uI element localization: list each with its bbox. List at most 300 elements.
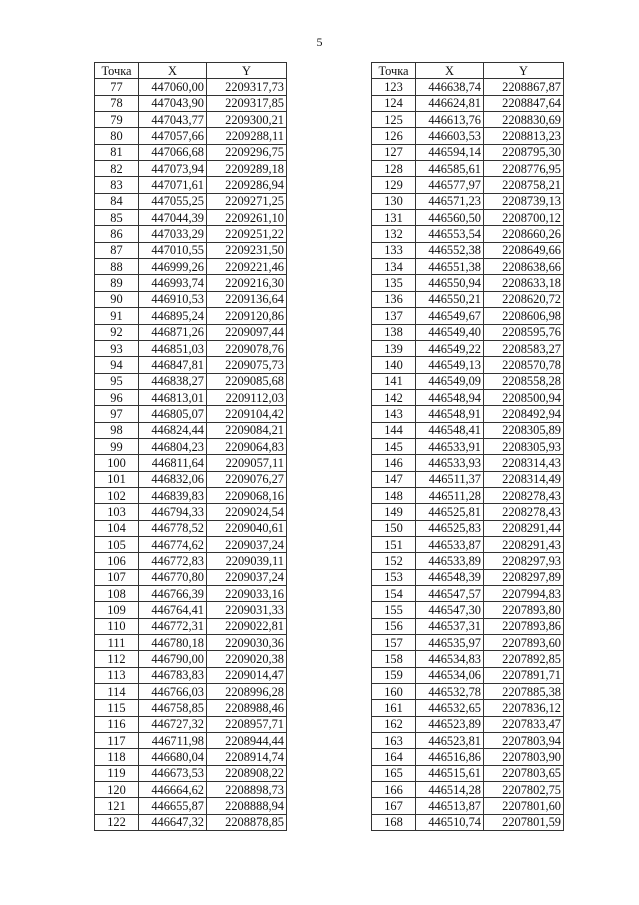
- y-coordinate-cell: 2209076,27: [207, 471, 287, 487]
- point-number-cell: 122: [95, 814, 139, 830]
- point-number-cell: 78: [95, 95, 139, 111]
- point-number-cell: 93: [95, 340, 139, 356]
- point-number-cell: 161: [372, 700, 416, 716]
- x-coordinate-cell: 446550,21: [416, 291, 484, 307]
- header-y: Y: [484, 63, 564, 79]
- point-number-cell: 151: [372, 536, 416, 552]
- point-number-cell: 132: [372, 226, 416, 242]
- y-coordinate-cell: 2209022,81: [207, 618, 287, 634]
- y-coordinate-cell: 2208700,12: [484, 210, 564, 226]
- x-coordinate-cell: 446547,30: [416, 602, 484, 618]
- y-coordinate-cell: 2207803,94: [484, 733, 564, 749]
- point-number-cell: 77: [95, 79, 139, 95]
- table-row: [95, 340, 287, 356]
- header-x: X: [416, 63, 484, 79]
- table-row: [372, 340, 564, 356]
- table-row: [95, 733, 287, 749]
- x-coordinate-cell: 446655,87: [139, 798, 207, 814]
- y-coordinate-cell: 2207893,86: [484, 618, 564, 634]
- table-row: [372, 193, 564, 209]
- y-coordinate-cell: 2209112,03: [207, 389, 287, 405]
- x-coordinate-cell: 446993,74: [139, 275, 207, 291]
- x-coordinate-cell: 446548,41: [416, 422, 484, 438]
- x-coordinate-cell: 446511,28: [416, 487, 484, 503]
- point-number-cell: 164: [372, 749, 416, 765]
- y-coordinate-cell: 2209039,11: [207, 553, 287, 569]
- y-coordinate-cell: 2209261,10: [207, 210, 287, 226]
- x-coordinate-cell: 446804,23: [139, 438, 207, 454]
- table-row: [95, 324, 287, 340]
- y-coordinate-cell: 2207893,60: [484, 635, 564, 651]
- x-coordinate-cell: 446647,32: [139, 814, 207, 830]
- y-coordinate-cell: 2209231,50: [207, 242, 287, 258]
- x-coordinate-cell: 447055,25: [139, 193, 207, 209]
- table-row: [95, 602, 287, 618]
- x-coordinate-cell: 446525,83: [416, 520, 484, 536]
- x-coordinate-cell: 446549,67: [416, 308, 484, 324]
- x-coordinate-cell: 446613,76: [416, 112, 484, 128]
- y-coordinate-cell: 2209014,47: [207, 667, 287, 683]
- x-coordinate-cell: 446547,57: [416, 586, 484, 602]
- x-coordinate-cell: 446548,39: [416, 569, 484, 585]
- y-coordinate-cell: 2208620,72: [484, 291, 564, 307]
- table-row: [372, 128, 564, 144]
- x-coordinate-cell: 446550,94: [416, 275, 484, 291]
- x-coordinate-cell: 446727,32: [139, 716, 207, 732]
- table-row: [95, 291, 287, 307]
- x-coordinate-cell: 446549,22: [416, 340, 484, 356]
- y-coordinate-cell: 2209078,76: [207, 340, 287, 356]
- y-coordinate-cell: 2209033,16: [207, 586, 287, 602]
- point-number-cell: 166: [372, 782, 416, 798]
- point-number-cell: 120: [95, 782, 139, 798]
- y-coordinate-cell: 2207994,83: [484, 586, 564, 602]
- x-coordinate-cell: 446794,33: [139, 504, 207, 520]
- header-point: Точка: [372, 63, 416, 79]
- point-number-cell: 138: [372, 324, 416, 340]
- y-coordinate-cell: 2208830,69: [484, 112, 564, 128]
- table-header-row: [95, 63, 287, 79]
- table-row: [372, 422, 564, 438]
- x-coordinate-cell: 447066,68: [139, 144, 207, 160]
- x-coordinate-cell: 446577,97: [416, 177, 484, 193]
- y-coordinate-cell: 2208606,98: [484, 308, 564, 324]
- point-number-cell: 102: [95, 487, 139, 503]
- table-row: [95, 95, 287, 111]
- x-coordinate-cell: 446838,27: [139, 373, 207, 389]
- x-coordinate-cell: 446999,26: [139, 259, 207, 275]
- table-row: [95, 504, 287, 520]
- point-number-cell: 109: [95, 602, 139, 618]
- table-row: [372, 684, 564, 700]
- header-x: X: [139, 63, 207, 79]
- point-number-cell: 146: [372, 455, 416, 471]
- x-coordinate-cell: 446511,37: [416, 471, 484, 487]
- x-coordinate-cell: 446534,83: [416, 651, 484, 667]
- point-number-cell: 131: [372, 210, 416, 226]
- y-coordinate-cell: 2208660,26: [484, 226, 564, 242]
- y-coordinate-cell: 2208500,94: [484, 389, 564, 405]
- table-row: [95, 667, 287, 683]
- table-row: [372, 357, 564, 373]
- point-number-cell: 98: [95, 422, 139, 438]
- table-row: [95, 749, 287, 765]
- point-number-cell: 90: [95, 291, 139, 307]
- y-coordinate-cell: 2209251,22: [207, 226, 287, 242]
- y-coordinate-cell: 2209064,83: [207, 438, 287, 454]
- y-coordinate-cell: 2208795,30: [484, 144, 564, 160]
- table-row: [95, 798, 287, 814]
- table-row: [95, 177, 287, 193]
- table-row: [95, 471, 287, 487]
- table-row: [95, 422, 287, 438]
- x-coordinate-cell: 446534,06: [416, 667, 484, 683]
- y-coordinate-cell: 2207836,12: [484, 700, 564, 716]
- table-row: [372, 814, 564, 830]
- y-coordinate-cell: 2208291,44: [484, 520, 564, 536]
- table-row: [372, 798, 564, 814]
- x-coordinate-cell: 446624,81: [416, 95, 484, 111]
- x-coordinate-cell: 446764,41: [139, 602, 207, 618]
- y-coordinate-cell: 2207802,75: [484, 782, 564, 798]
- x-coordinate-cell: 446638,74: [416, 79, 484, 95]
- x-coordinate-cell: 446774,62: [139, 536, 207, 552]
- point-number-cell: 83: [95, 177, 139, 193]
- point-number-cell: 149: [372, 504, 416, 520]
- y-coordinate-cell: 2208278,43: [484, 487, 564, 503]
- y-coordinate-cell: 2208314,43: [484, 455, 564, 471]
- y-coordinate-cell: 2208297,93: [484, 553, 564, 569]
- point-number-cell: 111: [95, 635, 139, 651]
- point-number-cell: 137: [372, 308, 416, 324]
- point-number-cell: 167: [372, 798, 416, 814]
- y-coordinate-cell: 2207885,38: [484, 684, 564, 700]
- point-number-cell: 121: [95, 798, 139, 814]
- y-coordinate-cell: 2208996,28: [207, 684, 287, 700]
- y-coordinate-cell: 2208570,78: [484, 357, 564, 373]
- x-coordinate-cell: 446585,61: [416, 161, 484, 177]
- x-coordinate-cell: 446560,50: [416, 210, 484, 226]
- y-coordinate-cell: 2209136,64: [207, 291, 287, 307]
- table-row: [95, 782, 287, 798]
- table-row: [372, 259, 564, 275]
- x-coordinate-cell: 446772,31: [139, 618, 207, 634]
- point-number-cell: 94: [95, 357, 139, 373]
- table-row: [372, 177, 564, 193]
- x-coordinate-cell: 446910,53: [139, 291, 207, 307]
- y-coordinate-cell: 2209020,38: [207, 651, 287, 667]
- x-coordinate-cell: 446532,65: [416, 700, 484, 716]
- x-coordinate-cell: 447073,94: [139, 161, 207, 177]
- y-coordinate-cell: 2208813,23: [484, 128, 564, 144]
- table-row: [372, 651, 564, 667]
- table-row: [95, 308, 287, 324]
- y-coordinate-cell: 2209300,21: [207, 112, 287, 128]
- y-coordinate-cell: 2208305,93: [484, 438, 564, 454]
- table-row: [95, 357, 287, 373]
- y-coordinate-cell: 2208867,87: [484, 79, 564, 95]
- x-coordinate-cell: 446783,83: [139, 667, 207, 683]
- y-coordinate-cell: 2208944,44: [207, 733, 287, 749]
- table-row: [372, 553, 564, 569]
- y-coordinate-cell: 2208638,66: [484, 259, 564, 275]
- point-number-cell: 95: [95, 373, 139, 389]
- point-number-cell: 157: [372, 635, 416, 651]
- point-number-cell: 89: [95, 275, 139, 291]
- table-row: [95, 242, 287, 258]
- table-row: [372, 602, 564, 618]
- y-coordinate-cell: 2209030,36: [207, 635, 287, 651]
- y-coordinate-cell: 2209271,25: [207, 193, 287, 209]
- point-number-cell: 92: [95, 324, 139, 340]
- point-number-cell: 124: [372, 95, 416, 111]
- x-coordinate-cell: 446535,97: [416, 635, 484, 651]
- x-coordinate-cell: 446551,38: [416, 259, 484, 275]
- point-number-cell: 129: [372, 177, 416, 193]
- x-coordinate-cell: 446778,52: [139, 520, 207, 536]
- point-number-cell: 107: [95, 569, 139, 585]
- table-row: [95, 684, 287, 700]
- point-number-cell: 96: [95, 389, 139, 405]
- x-coordinate-cell: 446549,13: [416, 357, 484, 373]
- y-coordinate-cell: 2209104,42: [207, 406, 287, 422]
- table-row: [372, 95, 564, 111]
- table-row: [95, 814, 287, 830]
- y-coordinate-cell: 2208847,64: [484, 95, 564, 111]
- y-coordinate-cell: 2209068,16: [207, 487, 287, 503]
- point-number-cell: 135: [372, 275, 416, 291]
- x-coordinate-cell: 446790,00: [139, 651, 207, 667]
- table-row: [95, 553, 287, 569]
- table-row: [372, 782, 564, 798]
- table-row: [372, 471, 564, 487]
- x-coordinate-cell: 446813,01: [139, 389, 207, 405]
- table-row: [372, 242, 564, 258]
- y-coordinate-cell: 2209031,33: [207, 602, 287, 618]
- table-row: [95, 275, 287, 291]
- x-coordinate-cell: 446758,85: [139, 700, 207, 716]
- y-coordinate-cell: 2209084,21: [207, 422, 287, 438]
- point-number-cell: 163: [372, 733, 416, 749]
- table-row: [95, 161, 287, 177]
- point-number-cell: 136: [372, 291, 416, 307]
- y-coordinate-cell: 2208595,76: [484, 324, 564, 340]
- y-coordinate-cell: 2208957,71: [207, 716, 287, 732]
- y-coordinate-cell: 2209037,24: [207, 569, 287, 585]
- y-coordinate-cell: 2208914,74: [207, 749, 287, 765]
- x-coordinate-cell: 447043,77: [139, 112, 207, 128]
- point-number-cell: 91: [95, 308, 139, 324]
- x-coordinate-cell: 446811,64: [139, 455, 207, 471]
- point-number-cell: 110: [95, 618, 139, 634]
- table-row: [95, 455, 287, 471]
- x-coordinate-cell: 447043,90: [139, 95, 207, 111]
- point-number-cell: 152: [372, 553, 416, 569]
- y-coordinate-cell: 2208649,66: [484, 242, 564, 258]
- point-number-cell: 87: [95, 242, 139, 258]
- x-coordinate-cell: 446537,31: [416, 618, 484, 634]
- table-row: [372, 667, 564, 683]
- x-coordinate-cell: 446824,44: [139, 422, 207, 438]
- y-coordinate-cell: 2208878,85: [207, 814, 287, 830]
- x-coordinate-cell: 446664,62: [139, 782, 207, 798]
- y-coordinate-cell: 2208908,22: [207, 765, 287, 781]
- point-number-cell: 113: [95, 667, 139, 683]
- table-row: [372, 389, 564, 405]
- x-coordinate-cell: 446770,80: [139, 569, 207, 585]
- header-y: Y: [207, 63, 287, 79]
- x-coordinate-cell: 446680,04: [139, 749, 207, 765]
- table-row: [372, 618, 564, 634]
- table-row: [95, 635, 287, 651]
- point-number-cell: 112: [95, 651, 139, 667]
- point-number-cell: 165: [372, 765, 416, 781]
- point-number-cell: 86: [95, 226, 139, 242]
- table-row: [95, 520, 287, 536]
- x-coordinate-cell: 446895,24: [139, 308, 207, 324]
- point-number-cell: 105: [95, 536, 139, 552]
- table-row: [95, 765, 287, 781]
- table-row: [372, 765, 564, 781]
- point-number-cell: 155: [372, 602, 416, 618]
- point-number-cell: 81: [95, 144, 139, 160]
- y-coordinate-cell: 2209097,44: [207, 324, 287, 340]
- table-row: [372, 291, 564, 307]
- x-coordinate-cell: 447044,39: [139, 210, 207, 226]
- x-coordinate-cell: 446516,86: [416, 749, 484, 765]
- x-coordinate-cell: 446871,26: [139, 324, 207, 340]
- point-number-cell: 154: [372, 586, 416, 602]
- table-row: [372, 275, 564, 291]
- x-coordinate-cell: 447033,29: [139, 226, 207, 242]
- y-coordinate-cell: 2209221,46: [207, 259, 287, 275]
- y-coordinate-cell: 2207801,60: [484, 798, 564, 814]
- point-number-cell: 147: [372, 471, 416, 487]
- point-number-cell: 141: [372, 373, 416, 389]
- point-number-cell: 114: [95, 684, 139, 700]
- point-number-cell: 125: [372, 112, 416, 128]
- point-number-cell: 144: [372, 422, 416, 438]
- table-row: [95, 193, 287, 209]
- y-coordinate-cell: 2209216,30: [207, 275, 287, 291]
- y-coordinate-cell: 2209057,11: [207, 455, 287, 471]
- x-coordinate-cell: 446533,93: [416, 455, 484, 471]
- x-coordinate-cell: 446772,83: [139, 553, 207, 569]
- table-row: [372, 635, 564, 651]
- point-number-cell: 156: [372, 618, 416, 634]
- table-row: [95, 438, 287, 454]
- point-number-cell: 115: [95, 700, 139, 716]
- x-coordinate-cell: 446532,78: [416, 684, 484, 700]
- y-coordinate-cell: 2209085,68: [207, 373, 287, 389]
- x-coordinate-cell: 446548,91: [416, 406, 484, 422]
- point-number-cell: 158: [372, 651, 416, 667]
- point-number-cell: 123: [372, 79, 416, 95]
- x-coordinate-cell: 446603,53: [416, 128, 484, 144]
- point-number-cell: 162: [372, 716, 416, 732]
- x-coordinate-cell: 446571,23: [416, 193, 484, 209]
- y-coordinate-cell: 2209289,18: [207, 161, 287, 177]
- table-row: [372, 144, 564, 160]
- table-row: [95, 226, 287, 242]
- x-coordinate-cell: 446523,81: [416, 733, 484, 749]
- y-coordinate-cell: 2208776,95: [484, 161, 564, 177]
- point-number-cell: 104: [95, 520, 139, 536]
- table-row: [372, 161, 564, 177]
- table-row: [372, 406, 564, 422]
- table-row: [372, 373, 564, 389]
- table-row: [372, 79, 564, 95]
- table-row: [95, 128, 287, 144]
- x-coordinate-cell: 446673,53: [139, 765, 207, 781]
- y-coordinate-cell: 2208291,43: [484, 536, 564, 552]
- point-number-cell: 134: [372, 259, 416, 275]
- point-number-cell: 82: [95, 161, 139, 177]
- table-row: [95, 259, 287, 275]
- x-coordinate-cell: 446533,91: [416, 438, 484, 454]
- coordinates-table-left: [94, 62, 287, 831]
- table-row: [372, 733, 564, 749]
- x-coordinate-cell: 446552,38: [416, 242, 484, 258]
- point-number-cell: 84: [95, 193, 139, 209]
- point-number-cell: 79: [95, 112, 139, 128]
- point-number-cell: 139: [372, 340, 416, 356]
- x-coordinate-cell: 446510,74: [416, 814, 484, 830]
- point-number-cell: 142: [372, 389, 416, 405]
- table-row: [372, 455, 564, 471]
- point-number-cell: 88: [95, 259, 139, 275]
- y-coordinate-cell: 2209296,75: [207, 144, 287, 160]
- x-coordinate-cell: 446780,18: [139, 635, 207, 651]
- table-row: [95, 700, 287, 716]
- table-row: [95, 79, 287, 95]
- point-number-cell: 160: [372, 684, 416, 700]
- table-row: [372, 487, 564, 503]
- table-row: [95, 389, 287, 405]
- x-coordinate-cell: 446711,98: [139, 733, 207, 749]
- table-row: [95, 210, 287, 226]
- x-coordinate-cell: 446533,87: [416, 536, 484, 552]
- x-coordinate-cell: 446766,03: [139, 684, 207, 700]
- table-row: [95, 536, 287, 552]
- point-number-cell: 126: [372, 128, 416, 144]
- point-number-cell: 103: [95, 504, 139, 520]
- x-coordinate-cell: 446548,94: [416, 389, 484, 405]
- y-coordinate-cell: 2208297,89: [484, 569, 564, 585]
- table-row: [95, 569, 287, 585]
- y-coordinate-cell: 2207833,47: [484, 716, 564, 732]
- x-coordinate-cell: 446766,39: [139, 586, 207, 602]
- y-coordinate-cell: 2209037,24: [207, 536, 287, 552]
- table-row: [372, 700, 564, 716]
- x-coordinate-cell: 446594,14: [416, 144, 484, 160]
- point-number-cell: 80: [95, 128, 139, 144]
- table-row: [372, 536, 564, 552]
- point-number-cell: 116: [95, 716, 139, 732]
- table-row: [372, 438, 564, 454]
- table-row: [372, 586, 564, 602]
- point-number-cell: 118: [95, 749, 139, 765]
- table-row: [372, 504, 564, 520]
- header-point: Точка: [95, 63, 139, 79]
- y-coordinate-cell: 2209288,11: [207, 128, 287, 144]
- table-row: [95, 406, 287, 422]
- point-number-cell: 130: [372, 193, 416, 209]
- x-coordinate-cell: 446839,83: [139, 487, 207, 503]
- table-row: [95, 716, 287, 732]
- table-row: [372, 569, 564, 585]
- y-coordinate-cell: 2208305,89: [484, 422, 564, 438]
